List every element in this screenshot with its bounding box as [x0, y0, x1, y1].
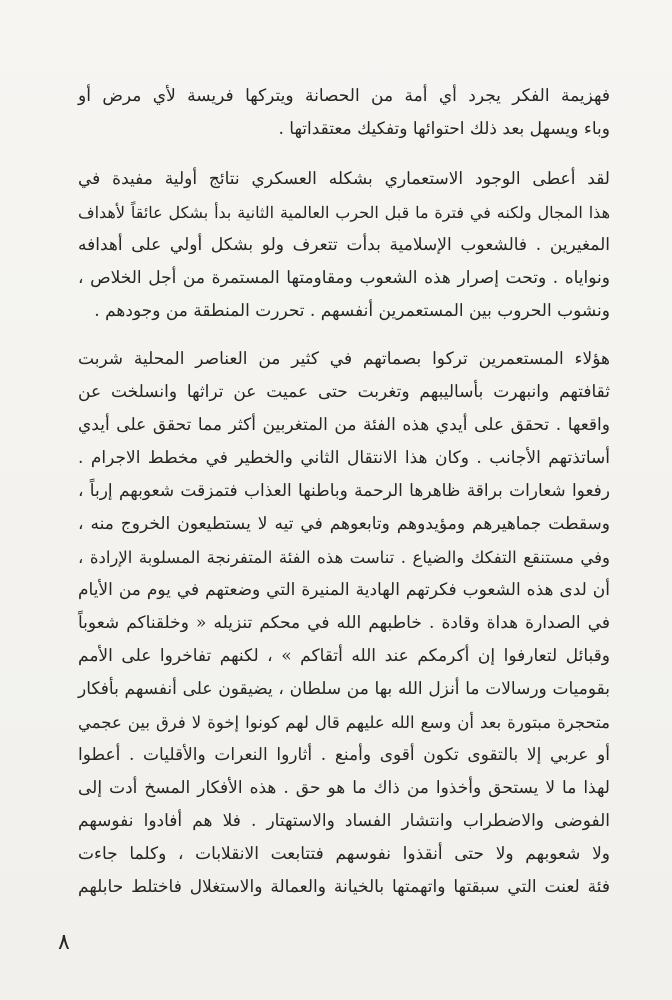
text-line: وسقطت جماهيرهم ومؤيدوهم وتابعوهم في تيه لا يستطيعون الخروج منه ،: [78, 514, 610, 534]
paragraph: [78, 80, 610, 146]
paragraph: [78, 163, 610, 328]
text-line: في الصدارة هداة وقادة . خاطبهم الله في محكم تنزيله « وخلقناكم شعوباً: [78, 613, 610, 633]
text-line: رفعوا شعارات براقة ظاهرها الرحمة وباطنها العذاب فتمزقت شعوبهم إرباً ،: [78, 481, 610, 501]
text-line: أن لدى هذه الشعوب فكرتهم الهادية المنيرة التي وضعتهم في يوم من الأيام: [78, 580, 610, 600]
text-line: أساتذتهم الأجانب . وكان هذا الانتقال الثاني والخطير في مخطط الاجرام .: [78, 448, 610, 468]
page-number: ٨: [58, 930, 70, 955]
text-line: لهذا ما لا يستحق وأخذوا من ذاك ما هو حق . هذه الأفكار المسخ أدت إلى: [78, 778, 610, 798]
text-line: ولا شعوبهم ولا حتى أنقذوا نفوسهم فتتابعت الانقلابات ، وكلما جاءت: [78, 844, 610, 864]
text-line: ثقافتهم وانبهرت بأساليبهم وتغربت حتى عميت عن تراثها وانسلخت عن: [78, 382, 610, 402]
text-line: أو عربي إلا بالتقوى تكون أقوى وأمنع . أثاروا النعرات والأقليات . أعطوا: [78, 745, 610, 765]
text-line: واقعها . تحقق على أيدي هذه الفئة من المتغربين أكثر مما تحقق على أيدي: [78, 415, 610, 435]
text-line: هذا المجال ولكنه في فترة ما قبل الحرب العالمية الثانية بدأ بشكل عائقاً لأهداف: [78, 203, 610, 222]
text-line: وباء ويسهل بعد ذلك احتوائها وتفكيك معتقداتها .: [278, 119, 610, 139]
text-line: المغيرين . فالشعوب الإسلامية بدأت تتعرف ولو بشكل أولي على أهدافه: [78, 235, 610, 255]
text-line: ونشوب الحروب بين المستعمرين أنفسهم . تحررت المنطقة من وجودهم .: [94, 301, 610, 321]
text-line: بقوميات ورسالات ما أنزل الله بها من سلطان ، يضيقون على أنفسهم بأفكار: [78, 679, 610, 699]
text-line: هؤلاء المستعمرين تركوا بصماتهم في كثير من العناصر المحلية شربت: [78, 349, 610, 369]
text-line: لقد أعطى الوجود الاستعماري بشكله العسكري نتائج أولية مفيدة في: [78, 169, 610, 189]
text-line: فئة لعنت التي سبقتها واتهمتها بالخيانة والعمالة والاستغلال فاختلط حابلهم: [78, 877, 610, 897]
text-line: وقبائل لتعارفوا إن أكرمكم عند الله أتقاكم » ، لكنهم تفاخروا على الأمم: [78, 646, 610, 666]
text-line: وفي مستنقع التفكك والضياع . تناست هذه الفئة المتفرنجة المسلوبة الإرادة ،: [78, 548, 610, 567]
text-line: فهزيمة الفكر يجرد أي أمة من الحصانة ويتركها فريسة لأي مرض أو: [78, 86, 610, 106]
text-line: متحجرة مبتورة بعد أن وسع الله عليهم قال لهم كونوا إخوة لا فرق بين عجمي: [78, 713, 610, 732]
text-line: ونواياه . وتحت إصرار هذه الشعوب ومقاومتها المستمرة من أجل الخلاص ،: [78, 268, 610, 288]
paragraph: [78, 343, 610, 904]
text-line: الفوضى والاضطراب وانتشار الفساد والاستهتار . فلا هم أفادوا نفوسهم: [78, 811, 610, 831]
